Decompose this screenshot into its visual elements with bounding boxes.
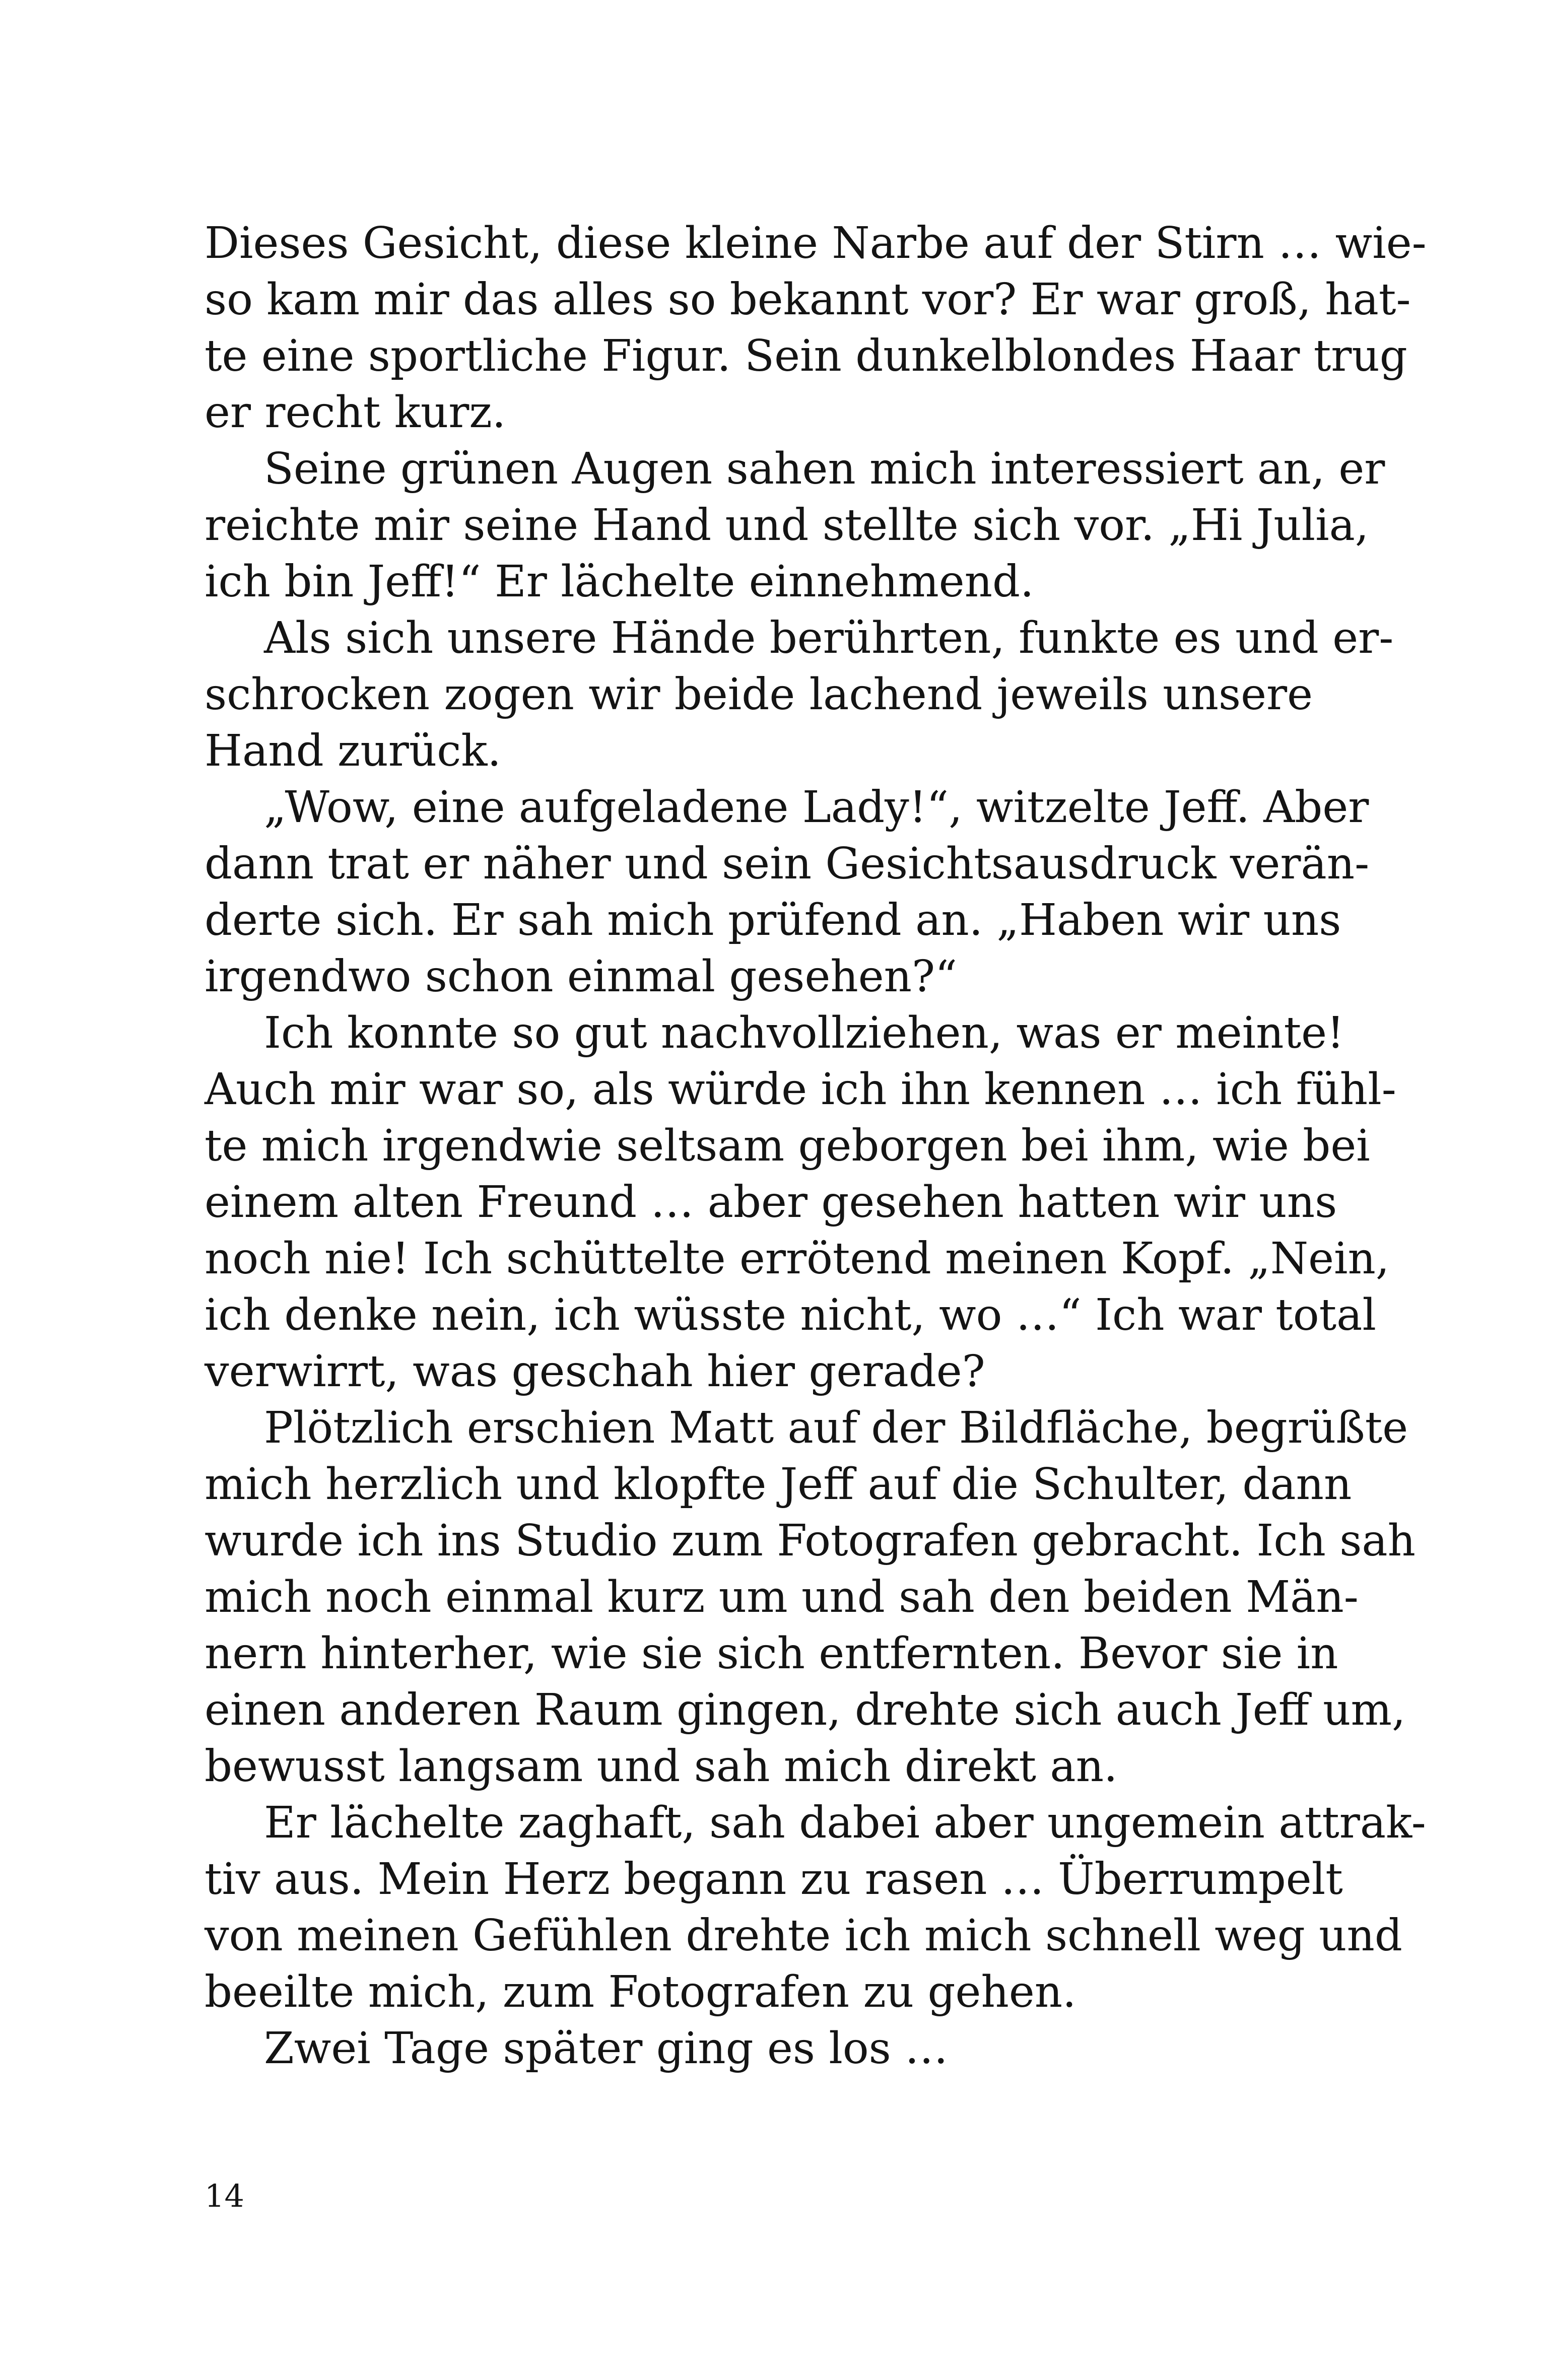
text-line: Dieses Gesicht, diese kleine Narbe auf der Stirn … wie- [205,218,1427,268]
text-line: te mich irgendwie seltsam geborgen bei ihm, wie bei [205,1121,1370,1171]
text-line: irgendwo schon einmal gesehen?“ [205,951,958,1002]
text-line: mich herzlich und klopfte Jeff auf die Schulter, dann [205,1459,1352,1510]
text-line: te eine sportliche Figur. Sein dunkelblondes Haar trug [205,331,1407,381]
text-line: Auch mir war so, als würde ich ihn kennen … ich fühl- [205,1064,1396,1115]
text-line: schrocken zogen wir beide lachend jeweils unsere [205,669,1313,720]
text-line: mich noch einmal kurz um und sah den beiden Män- [205,1572,1359,1622]
text-line: Er lächelte zaghaft, sah dabei aber ungemein attrak- [264,1798,1426,1848]
text-line: Als sich unsere Hände berührten, funkte es und er- [264,613,1394,663]
text-line: Ich konnte so gut nachvollziehen, was er meinte! [264,1008,1344,1058]
text-line: von meinen Gefühlen drehte ich mich schnell weg und [205,1911,1402,1961]
text-line: noch nie! Ich schüttelte errötend meinen Kopf. „Nein, [205,1234,1390,1284]
text-line: reichte mir seine Hand und stellte sich vor. „Hi Julia, [205,500,1369,551]
text-line: bewusst langsam und sah mich direkt an. [205,1741,1118,1792]
text-line: tiv aus. Mein Herz begann zu rasen … Überrumpelt [205,1854,1343,1905]
text-line: wurde ich ins Studio zum Fotografen gebracht. Ich sah [205,1516,1416,1566]
text-line: beeilte mich, zum Fotografen zu gehen. [205,1967,1076,2017]
text-line: Plötzlich erschien Matt auf der Bildfläche, begrüßte [264,1403,1408,1453]
text-line: so kam mir das alles so bekannt vor? Er war groß, hat- [205,275,1411,325]
text-line: Seine grünen Augen sahen mich interessiert an, er [264,444,1385,494]
page-number: 14 [205,2178,244,2214]
text-line: er recht kurz. [205,387,506,438]
text-line: verwirrt, was geschah hier gerade? [205,1346,985,1397]
text-line: einem alten Freund … aber gesehen hatten wir uns [205,1177,1337,1228]
text-line: „Wow, eine aufgeladene Lady!“, witzelte Jeff. Aber [264,782,1369,833]
text-line: einen anderen Raum gingen, drehte sich auch Jeff um, [205,1685,1406,1735]
text-line: ich bin Jeff!“ Er lächelte einnehmend. [205,557,1034,607]
text-line: Zwei Tage später ging es los … [264,2023,949,2074]
text-line: derte sich. Er sah mich prüfend an. „Haben wir uns [205,895,1341,945]
text-line: ich denke nein, ich wüsste nicht, wo …“ Ich war total [205,1290,1376,1340]
text-line: nern hinterher, wie sie sich entfernten. Bevor sie in [205,1628,1338,1679]
text-line: Hand zurück. [205,726,501,776]
text-line: dann trat er näher und sein Gesichtsausdruck verän- [205,839,1370,889]
